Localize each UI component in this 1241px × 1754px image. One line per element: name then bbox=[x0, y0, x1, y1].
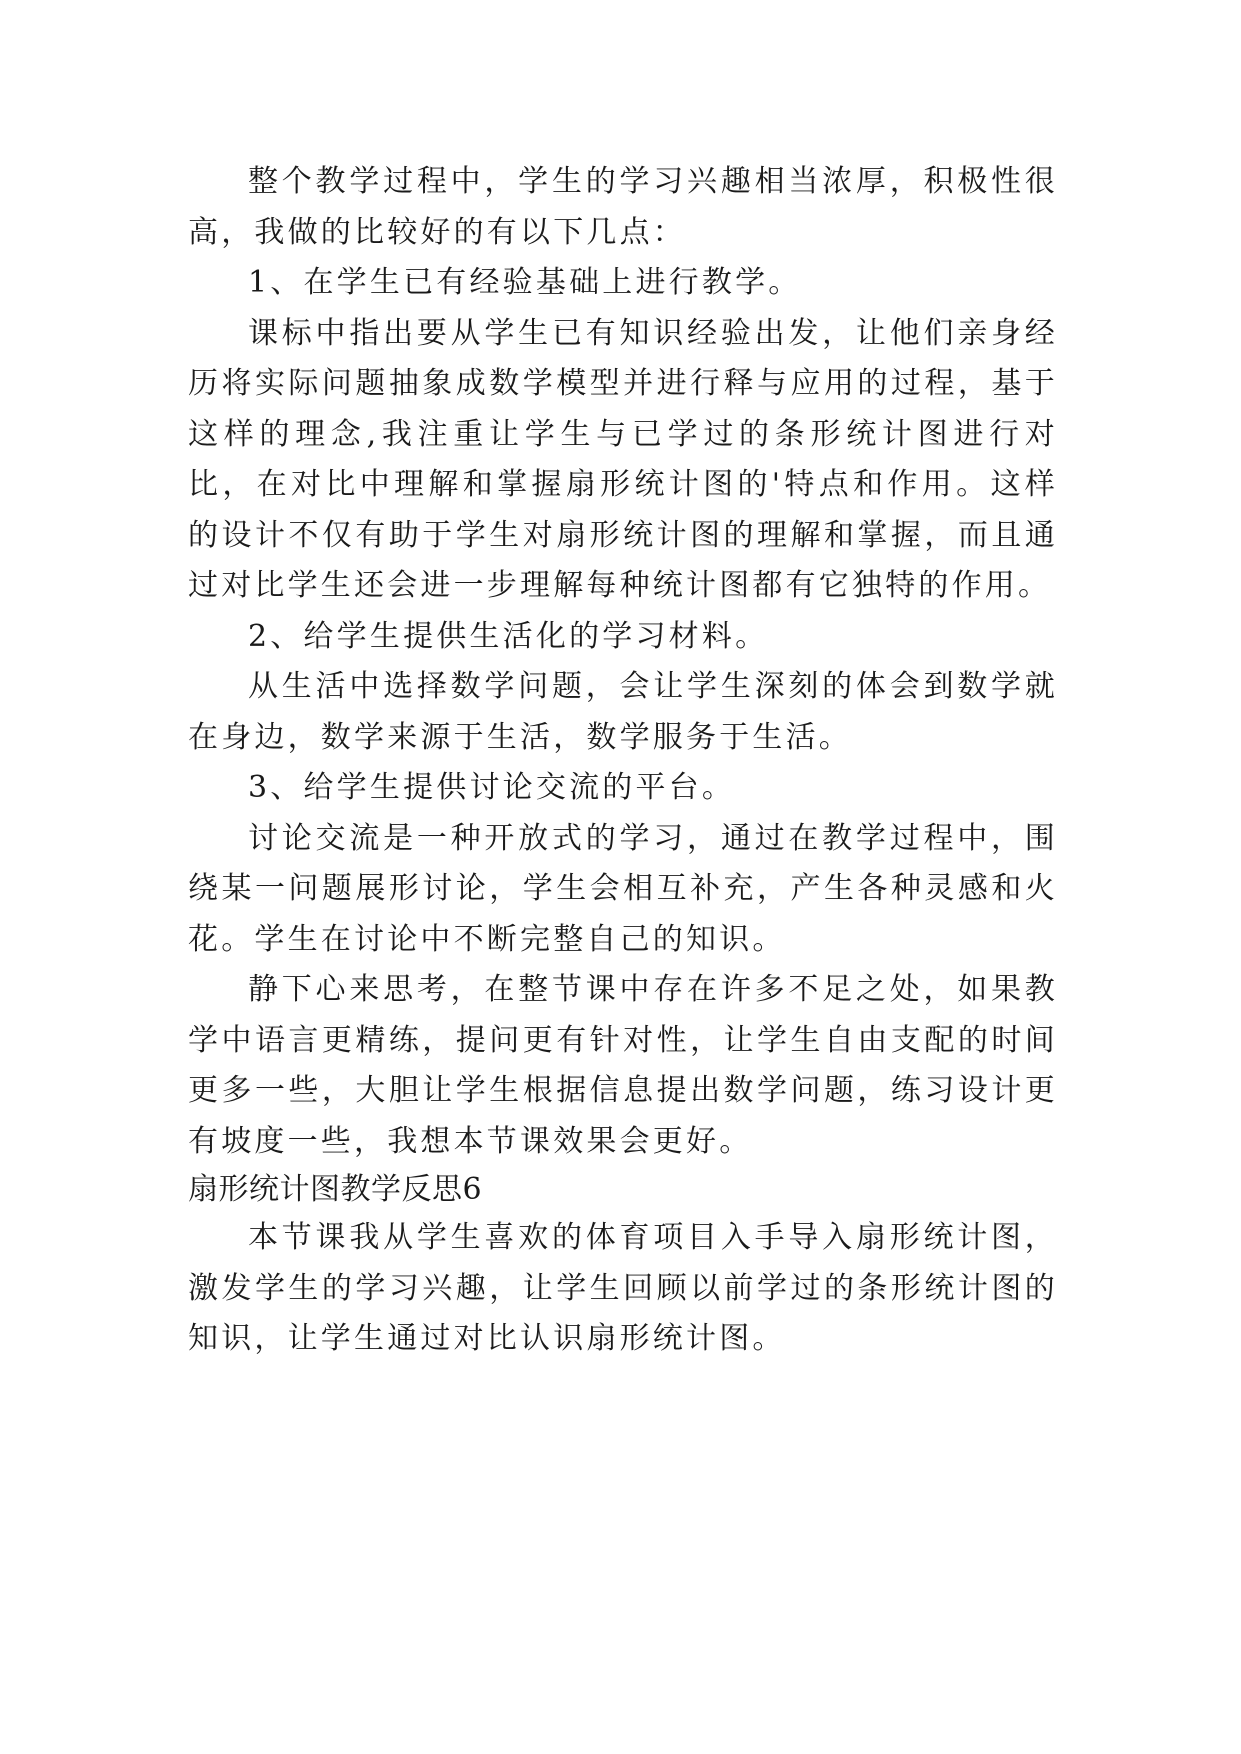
point-2-body: 从生活中选择数学问题，会让学生深刻的体会到数学就在身边，数学来源于生活，数学服务于生活。 bbox=[188, 669, 1058, 755]
document-body bbox=[188, 157, 1058, 1365]
paragraph-reflection: 静下心来思考，在整节课中存在许多不足之处，如果教学中语言更精练，提问更有针对性，让学生自由支配的时间更多一些，大胆让学生根据信息提出数学问题，练习设计更有坡度一些，我想本节课效果会更好。 bbox=[188, 972, 1058, 1159]
point-3-heading: 3、给学生提供讨论交流的平台。 bbox=[248, 770, 736, 805]
paragraph-section-6-intro: 本节课我从学生喜欢的体育项目入手导入扇形统计图，激发学生的学习兴趣，让学生回顾以前学过的条形统计图的知识，让学生通过对比认识扇形统计图。 bbox=[188, 1220, 1058, 1356]
section-title: 扇形统计图教学反思6 bbox=[188, 1172, 483, 1207]
point-2-heading: 2、给学生提供生活化的学习材料。 bbox=[248, 618, 769, 654]
point-1-body: 课标中指出要从学生已有知识经验出发，让他们亲身经历将实际问题抽象成数学模型并进行释与应用的过程，基于这样的理念,我注重让学生与已学过的条形统计图进行对比，在对比中理解和掌握扇形统计图的'特点和作用。这样的设计不仅有助于学生对扇形统计图的理解和掌握，而且通过对比学生还会进一步理解每种统计图都有它独特的作用。 bbox=[188, 315, 1058, 603]
point-1-heading: 1、在学生已有经验基础上进行教学。 bbox=[248, 265, 802, 300]
point-3-body: 讨论交流是一种开放式的学习，通过在教学过程中，围绕某一问题展形讨论，学生会相互补充，产生各种灵感和火花。学生在讨论中不断完整自己的知识。 bbox=[188, 820, 1058, 957]
paragraph-intro: 整个教学过程中，学生的学习兴趣相当浓厚，积极性很高，我做的比较好的有以下几点： bbox=[188, 164, 1058, 250]
